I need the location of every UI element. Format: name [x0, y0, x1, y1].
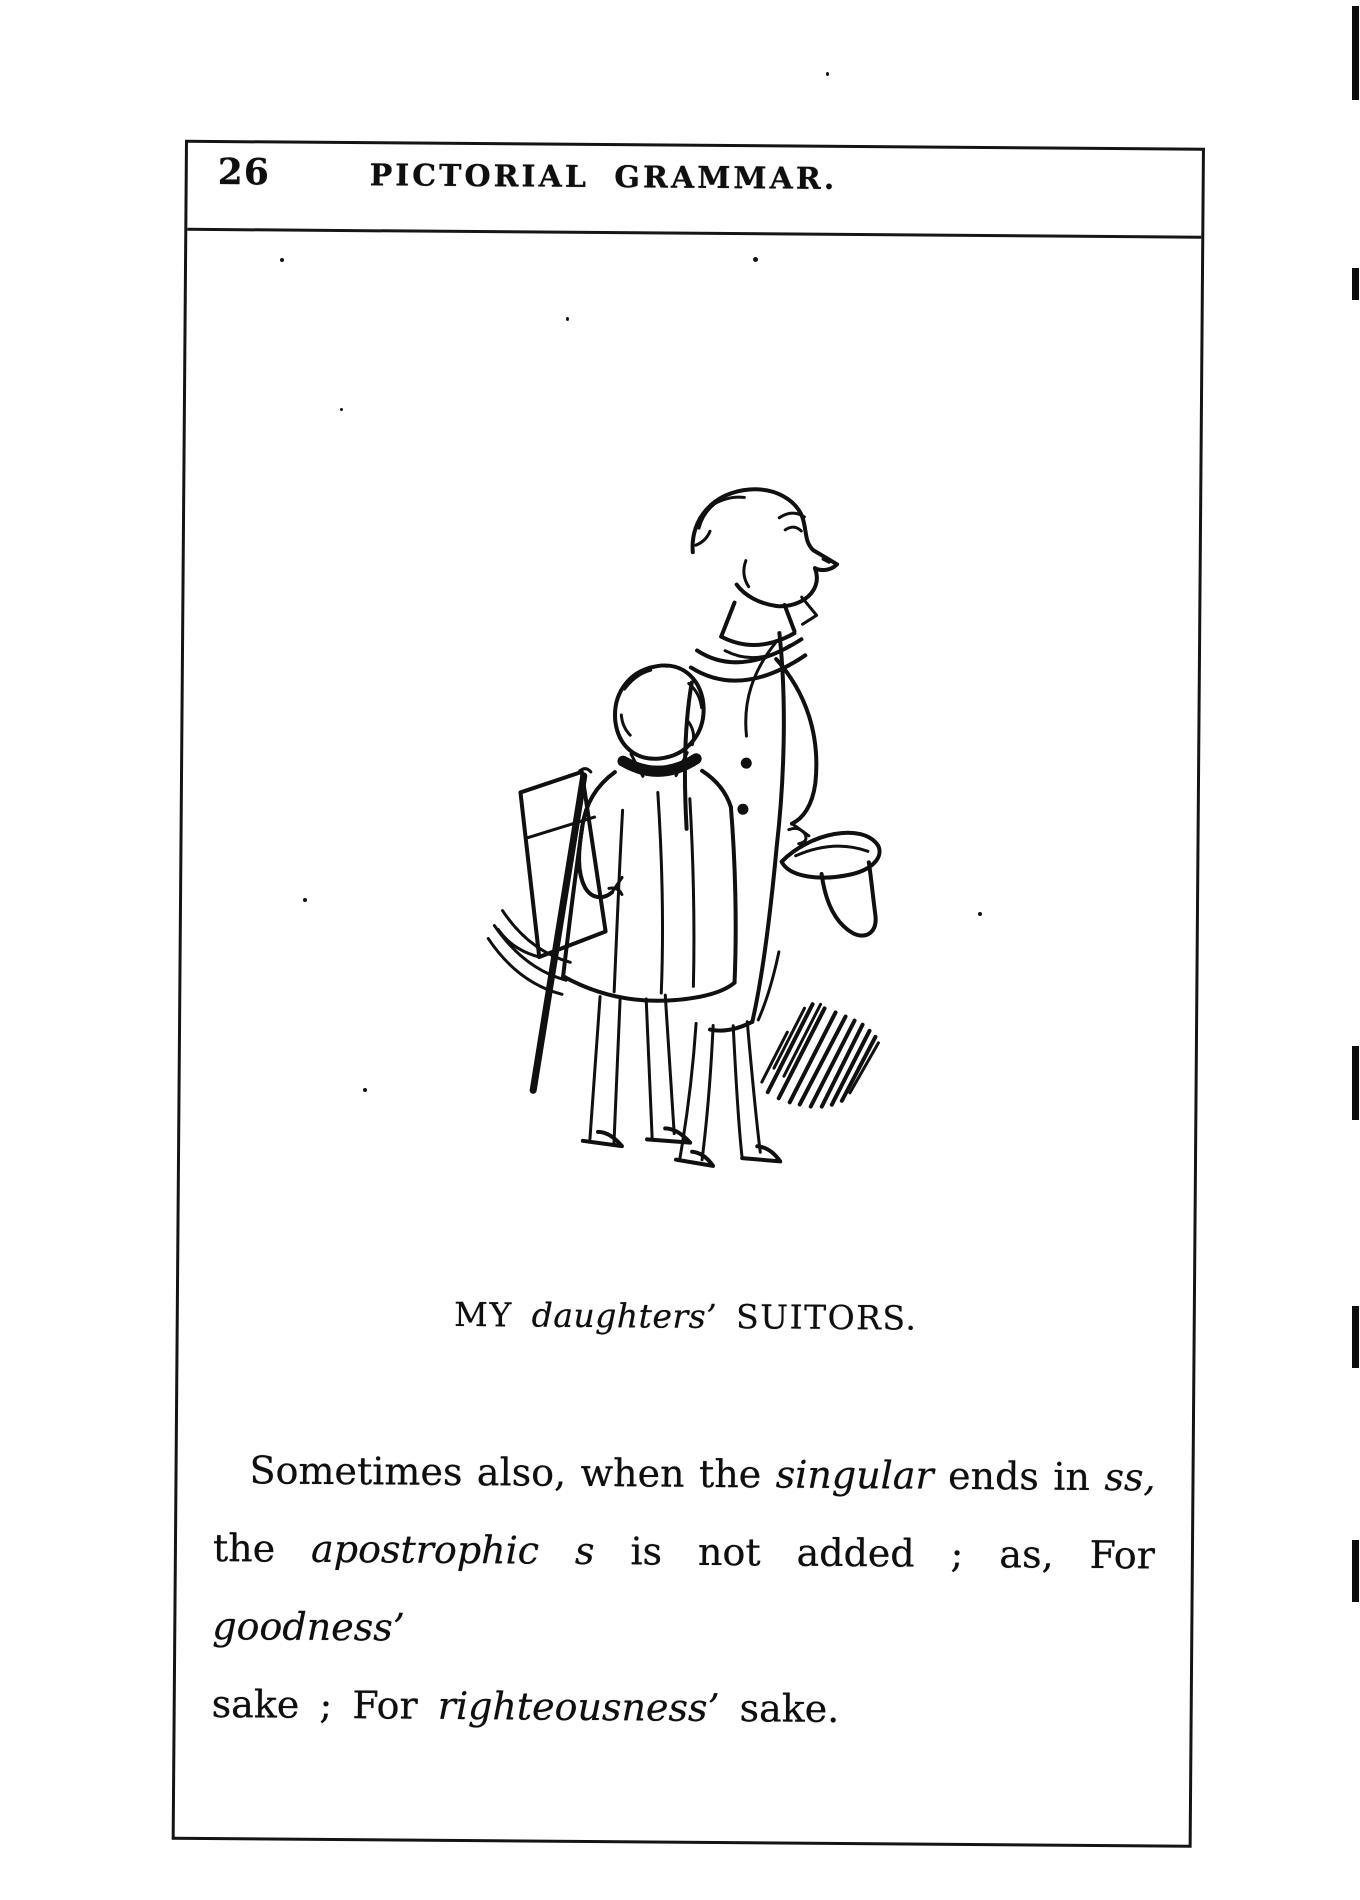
page-border-frame: [172, 140, 1205, 1848]
scan-speck: [280, 258, 284, 262]
paragraph-line-1: Sometimes also, when the singular ends in ss,: [249, 1448, 1156, 1500]
page-edge-artifact: [1352, 1306, 1359, 1368]
illustration-two-suitors: [480, 388, 888, 1183]
page-edge-artifact: [1352, 1540, 1359, 1602]
page-edge-artifact: [1352, 6, 1359, 100]
page-edge-artifact: [1352, 268, 1359, 300]
page-number: 26: [217, 151, 271, 194]
tall-suitor-figure: [676, 489, 838, 1167]
scan-speck: [303, 898, 307, 902]
scan-speck: [340, 408, 343, 411]
illustration-caption: MY daughters’ SUITORS.: [453, 1294, 918, 1338]
scan-speck: [978, 912, 982, 916]
held-hat-icon: [781, 828, 880, 935]
body-paragraph: [211, 1431, 1155, 1750]
scan-speck: [753, 257, 758, 262]
page-edge-artifact: [1352, 1046, 1359, 1120]
page-header: [187, 143, 1202, 239]
scan-speck: [363, 1088, 367, 1092]
scan-speck: [826, 72, 829, 76]
scan-speck: [566, 317, 569, 321]
ground-shadow-hatching: [762, 1004, 879, 1107]
paragraph-line-2: the apostrophic s is not added ; as, For goodness’: [212, 1526, 1156, 1650]
paragraph-line-3: sake ; For righteousness’ sake.: [211, 1682, 840, 1731]
running-title: PICTORIAL GRAMMAR.: [369, 158, 838, 197]
